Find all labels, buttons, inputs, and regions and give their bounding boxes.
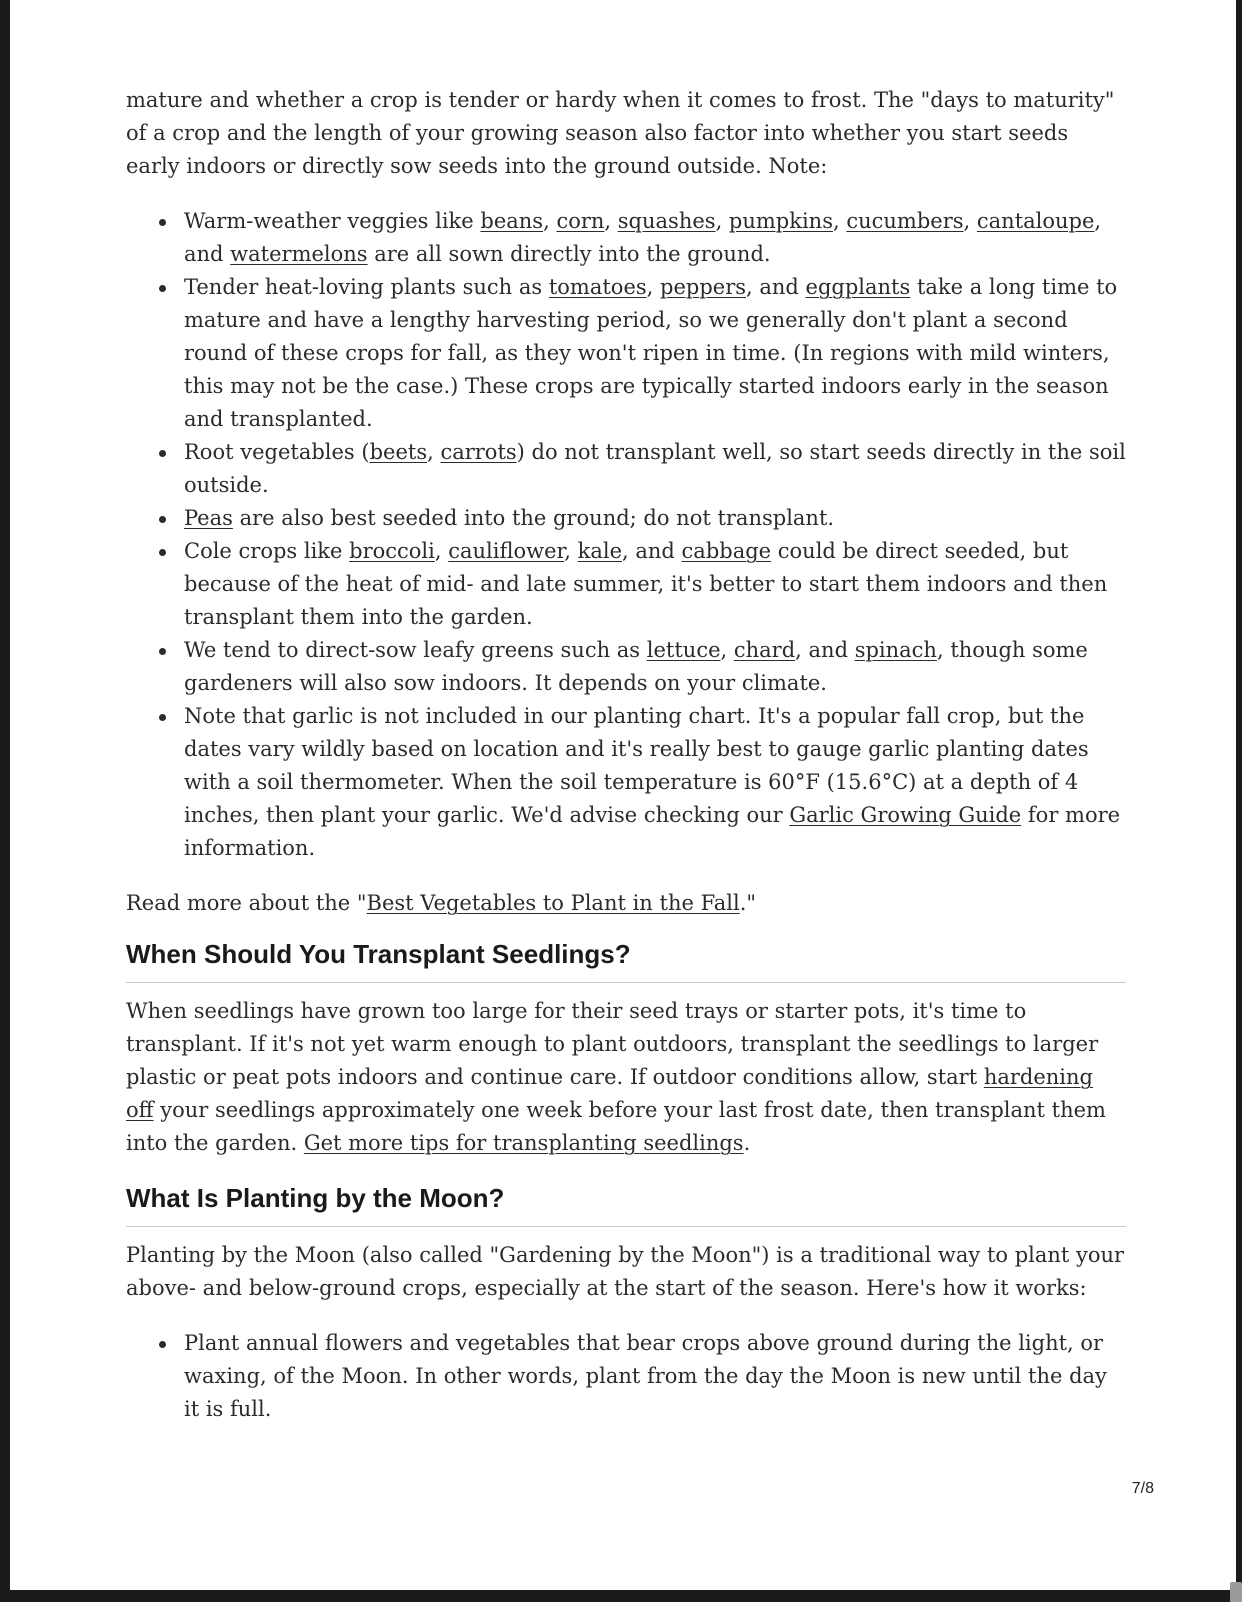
link-eggplants[interactable]: eggplants [805, 275, 911, 299]
link-lettuce[interactable]: lettuce [646, 638, 721, 662]
list-item-text: , and [622, 539, 682, 563]
link-hardening-off[interactable]: hardening off [126, 1065, 1093, 1122]
link-best-vegetables-fall[interactable]: Best Vegetables to Plant in the Fall [366, 891, 740, 915]
transplant-text: your seedlings approximately one week before your last frost date, then transplant them into the garden. [126, 1098, 1106, 1155]
link-tomatoes[interactable]: tomatoes [548, 275, 647, 299]
list-item [184, 535, 1126, 634]
list-item-text: , and [795, 638, 855, 662]
transplant-paragraph [126, 995, 1126, 1160]
list-item-text: ) do not transplant well, so start seeds directly in the soil outside. [184, 440, 1126, 497]
list-item-text: , [604, 209, 618, 233]
link-chard[interactable]: chard [733, 638, 796, 662]
list-item-text: , [543, 209, 557, 233]
list-item-text: , and [746, 275, 806, 299]
list-item-text: , [720, 638, 734, 662]
list-item-text: are also best seeded into the ground; do not transplant. [232, 506, 835, 530]
link-cauliflower[interactable]: cauliflower [448, 539, 565, 563]
list-item [184, 436, 1126, 502]
link-peppers[interactable]: peppers [660, 275, 747, 299]
link-broccoli[interactable]: broccoli [349, 539, 435, 563]
link-watermelons[interactable]: watermelons [230, 242, 368, 266]
link-spinach[interactable]: spinach [854, 638, 937, 662]
list-item-text: are all sown directly into the ground. [367, 242, 771, 266]
read-more-text: ." [739, 891, 757, 915]
link-cantaloupe[interactable]: cantaloupe [976, 209, 1095, 233]
scrollbar-thumb[interactable] [1230, 1582, 1242, 1602]
moon-intro-paragraph: Planting by the Moon (also called "Gardening by the Moon") is a traditional way to plant your above- and below-ground crops, especially at the start of the season. Here's how it works: [126, 1243, 1125, 1300]
list-item-text: , [434, 539, 449, 563]
link-corn[interactable]: corn [556, 209, 605, 233]
list-item-text: , [646, 275, 661, 299]
article-body [126, 84, 1126, 1448]
list-item-text: , though some gardeners will also sow indoors. It depends on your climate. [184, 638, 1088, 695]
list-item-text: Root vegetables ( [184, 440, 370, 464]
link-carrots[interactable]: carrots [440, 440, 517, 464]
link-squashes[interactable]: squashes [617, 209, 716, 233]
intro-paragraph: mature and whether a crop is tender or hardy when it comes to frost. The "days to maturity" of a crop and the length of your growing season also factor into whether you start seeds early indoors or directly sow seeds into the ground outside. Note: [126, 88, 1115, 178]
list-item-text: , [564, 539, 578, 563]
link-transplanting-tips[interactable]: Get more tips for transplanting seedlings [303, 1131, 744, 1155]
list-item-text: for more information. [184, 803, 1121, 860]
list-item [184, 502, 1126, 535]
list-item-text: Tender heat-loving plants such as [184, 275, 549, 299]
link-cabbage[interactable]: cabbage [681, 539, 772, 563]
list-item-text: Cole crops like [184, 539, 350, 563]
page-number: 7/8 [1131, 1480, 1154, 1497]
crop-notes-list [126, 205, 1126, 865]
list-item-text: , and [184, 209, 1102, 266]
list-item [184, 700, 1126, 865]
list-item [184, 271, 1126, 436]
link-beets[interactable]: beets [369, 440, 428, 464]
list-item-text: We tend to direct-sow leafy greens such as [184, 638, 647, 662]
link-garlic-growing-guide[interactable]: Garlic Growing Guide [789, 803, 1022, 827]
section-heading-transplant: When Should You Transplant Seedlings? [126, 938, 1126, 983]
list-item-text: take a long time to mature and have a lengthy harvesting period, so we generally don't plant a second round of these crops for fall, as they won't ripen in time. (In regions with mild winters, this may not be the case.) These crops are typically started indoors early in the season and transplanted. [184, 275, 1118, 431]
list-item-text: , [427, 440, 441, 464]
list-item-text: , [963, 209, 977, 233]
list-item-text: , [715, 209, 729, 233]
list-item [184, 634, 1126, 700]
transplant-text: When seedlings have grown too large for their seed trays or starter pots, it's time to transplant. If it's not yet warm enough to plant outdoors, transplant the seedlings to larger plastic or peat pots indoors and continue care. If outdoor conditions allow, start [126, 999, 1099, 1089]
list-item-text: Warm-weather veggies like [184, 209, 481, 233]
link-peas[interactable]: Peas [184, 506, 233, 530]
section-heading-moon: What Is Planting by the Moon? [126, 1182, 1126, 1227]
list-item-text: , [833, 209, 847, 233]
moon-list [126, 1327, 1126, 1426]
link-cucumbers[interactable]: cucumbers [846, 209, 964, 233]
list-item-text: could be direct seeded, but because of the heat of mid- and late summer, it's better to start them indoors and then transplant them into the garden. [184, 539, 1108, 629]
link-pumpkins[interactable]: pumpkins [728, 209, 833, 233]
read-more-paragraph [126, 887, 1126, 920]
document-page [10, 0, 1236, 1590]
list-item: Plant annual flowers and vegetables that bear crops above ground during the light, or waxing, of the Moon. In other words, plant from the day the Moon is new until the day it is full. [184, 1327, 1126, 1426]
link-beans[interactable]: beans [480, 209, 544, 233]
transplant-text: . [743, 1131, 751, 1155]
link-kale[interactable]: kale [577, 539, 623, 563]
list-item-text: Note that garlic is not included in our planting chart. It's a popular fall crop, but the dates vary wildly based on location and it's really best to gauge garlic planting dates with a soil thermometer. When the soil temperature is 60°F (15.6°C) at a depth of 4 inches, then plant your garlic. We'd advise checking our [184, 704, 1089, 827]
list-item [184, 205, 1126, 271]
read-more-text: Read more about the " [126, 891, 367, 915]
